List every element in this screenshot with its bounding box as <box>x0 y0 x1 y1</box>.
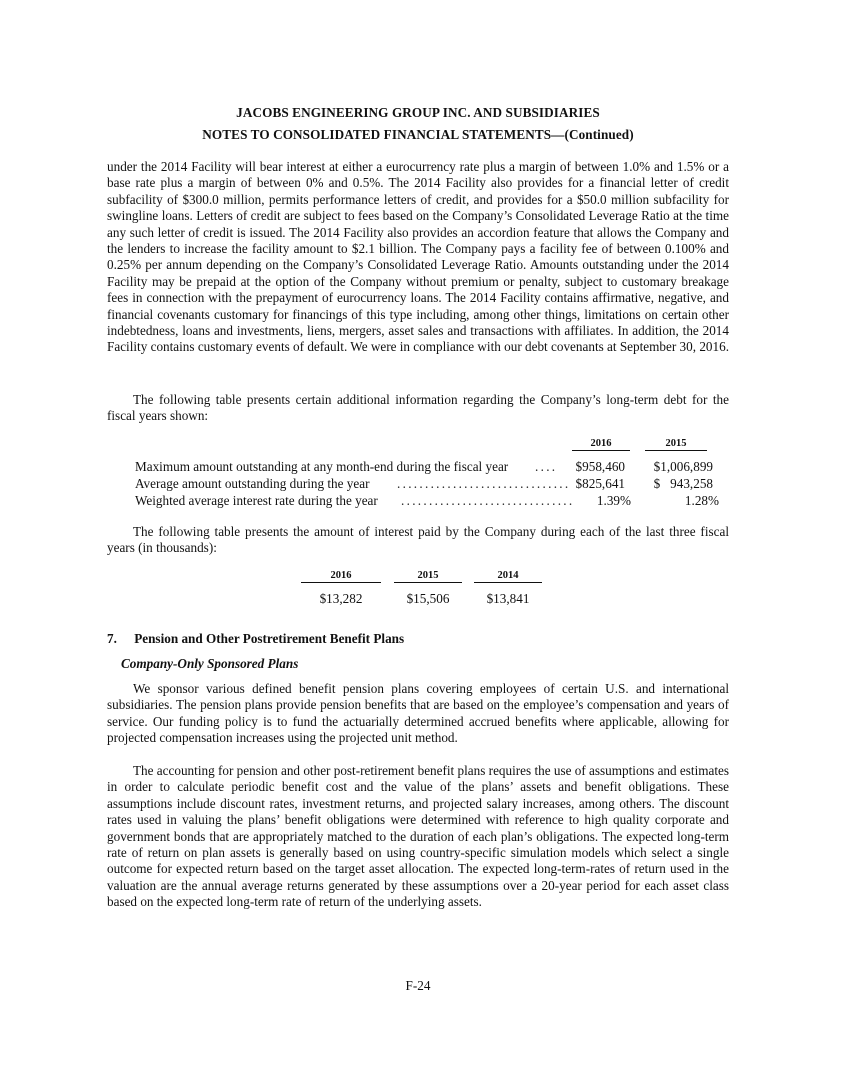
debt-row-average <box>135 475 729 492</box>
debt-col-2016: 2016 <box>572 438 630 451</box>
notes-header: NOTES TO CONSOLIDATED FINANCIAL STATEMENTS—(Continued) <box>202 127 634 142</box>
page-number: F-24 <box>405 978 431 993</box>
paragraph-debt-intro: The following table presents certain additional information regarding the Company’s long-term debt for the fiscal years shown: <box>107 392 729 424</box>
debt-value-2016: 1.39% <box>596 493 631 508</box>
paragraph-pension-plans: We sponsor various defined benefit pension plans covering employees of certain U.S. and international subsidiaries. The pension plans provide pension benefits that are based on the employee’s compensation and years of service. Our funding policy is to fund the actuarially determined accrued benefits where applicable, allowing for projected compensation increases using the projected unit method. <box>107 681 729 746</box>
dot-leader: .... <box>535 459 558 474</box>
interest-value-2015: $15,506 <box>406 591 450 606</box>
company-header: JACOBS ENGINEERING GROUP INC. AND SUBSIDIARIES <box>236 105 600 120</box>
section-title: Pension and Other Postretirement Benefit Plans <box>134 631 405 646</box>
interest-col-2015: 2015 <box>394 570 462 583</box>
interest-value-2016: $13,282 <box>319 591 363 606</box>
dot-leader: ............................... <box>397 476 571 491</box>
debt-value-2015: 1.28% <box>684 493 719 508</box>
debt-value-2015: $ 943,258 <box>653 476 713 491</box>
interest-col-2014: 2014 <box>474 570 542 583</box>
debt-row-label: Average amount outstanding during the year <box>135 476 370 491</box>
section-number: 7. <box>107 631 117 646</box>
interest-col-2016: 2016 <box>301 570 381 583</box>
debt-row-weighted-rate <box>135 492 729 509</box>
debt-value-2015: $1,006,899 <box>653 459 713 474</box>
debt-value-2016: $958,460 <box>575 459 625 474</box>
subsection-heading: Company-Only Sponsored Plans <box>121 656 299 671</box>
debt-value-2016: $825,641 <box>575 476 625 491</box>
debt-row-maximum <box>135 458 729 475</box>
section-heading <box>107 631 404 647</box>
debt-col-2015: 2015 <box>645 438 707 451</box>
paragraph-accounting-assumptions: The accounting for pension and other post-retirement benefit plans requires the use of assumptions and estimates in order to calculate periodic benefit cost and the value of the plans’ assets and benefit obligations. These assumptions include discount rates, investment returns, and projected salary increases, among others. The discount rates used in valuing the plans’ benefit obligations were determined with reference to high quality corporate and government bonds that are appropriately matched to the duration of each plan’s obligations. The expected long-term rate of return on plan assets is generally based on using country-specific simulation models which select a single outcome for expected return based on the target asset allocation. The expected long-term-rates of return used in the valuation are the annual average returns generated by these assumptions over a 20-year period for each asset class based on the expected long-term rate of return of the underlying assets. <box>107 763 729 910</box>
interest-value-2014: $13,841 <box>486 591 530 606</box>
debt-row-label: Maximum amount outstanding at any month-end during the fiscal year <box>135 459 509 474</box>
paragraph-facility-terms: under the 2014 Facility will bear interest at either a eurocurrency rate plus a margin of between 1.0% and 1.5% or a base rate plus a margin of between 0% and 0.5%. The 2014 Facility also provides for a financial letter of credit subfacility of $300.0 million, permits performance letters of credit, and provides for a $50.0 million subfacility for swingline loans. Letters of credit are subject to fees based on the Company’s Consolidated Leverage Ratio at the time any such letter of credit is issued. The 2014 Facility also provides an accordion feature that allows the Company and the lenders to increase the facility amount to $2.1 billion. The Company pays a facility fee of between 0.100% and 0.25% per annum depending on the Company’s Consolidated Leverage Ratio. Amounts outstanding under the 2014 Facility may be prepaid at the option of the Company without premium or penalty, subject to customary breakage fees in connection with the prepayment of eurocurrency loans. The 2014 Facility contains affirmative, negative, and financial covenants customary for financings of this type including, among other things, limitations on certain other indebtedness, loans and investments, liens, mergers, asset sales and transactions with affiliates. In addition, the 2014 Facility contains customary events of default. We were in compliance with our debt covenants at September 30, 2016. <box>107 159 729 355</box>
debt-row-label: Weighted average interest rate during the year <box>135 493 378 508</box>
paragraph-interest-intro: The following table presents the amount of interest paid by the Company during each of the last three fiscal years (in thousands): <box>107 524 729 556</box>
dot-leader: ............................... <box>401 493 575 508</box>
